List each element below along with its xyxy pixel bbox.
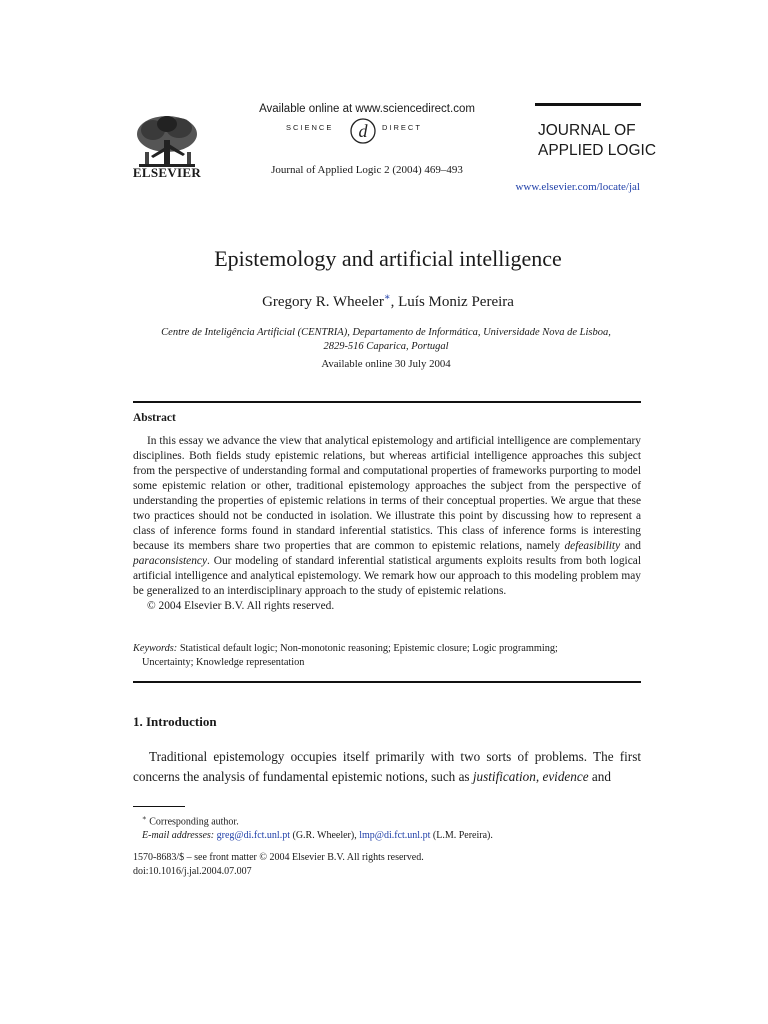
email-link-wheeler[interactable]: greg@di.fct.unl.pt bbox=[216, 830, 290, 842]
author-list bbox=[0, 292, 768, 311]
sciencedirect-logo bbox=[282, 116, 452, 146]
author-separator: , bbox=[390, 294, 399, 310]
footnote-corresponding: Corresponding author. bbox=[149, 816, 239, 828]
abstract-heading: Abstract bbox=[133, 412, 176, 424]
sciencedirect-left-word: SCIENCE bbox=[286, 123, 334, 132]
sciencedirect-d-icon bbox=[348, 116, 378, 146]
abstract-term-defeasibility: defeasibility bbox=[564, 540, 621, 552]
svg-text:d: d bbox=[358, 121, 368, 141]
author-name: Gregory R. Wheeler bbox=[262, 294, 384, 310]
affiliation-line2: 2829-516 Caparica, Portugal bbox=[323, 341, 449, 352]
abstract-text-part2: . Our modeling of standard inferential statistical arguments exploits results from both logical artificial intelligence and analytical epistemology. We remark how our approach to this modeling problem may be generalized to an interdisciplinary approach to the study of epistemic relations. bbox=[133, 555, 641, 597]
journal-header-rule bbox=[535, 103, 641, 106]
front-matter-line: 1570-8683/$ – see front matter © 2004 Elsevier B.V. All rights reserved. bbox=[133, 852, 424, 863]
abstract-body bbox=[133, 434, 641, 614]
front-matter bbox=[133, 851, 641, 879]
journal-url-link[interactable]: www.elsevier.com/locate/jal bbox=[515, 181, 640, 193]
corresponding-author-marker[interactable]: ∗ bbox=[383, 292, 391, 303]
introduction-body bbox=[133, 747, 641, 787]
keywords bbox=[133, 642, 641, 670]
paper-title: Epistemology and artificial intelligence bbox=[214, 246, 562, 271]
affiliation-line1: Centre de Inteligência Artificial (CENTRIA), Departamento de Informática, Universidade Nova de Lisboa, bbox=[161, 327, 611, 338]
intro-text: Traditional epistemology occupies itself primarily with two sorts of problems. The first concerns the analysis of fundamental epistemic notions, such as bbox=[133, 749, 641, 784]
abstract-text-part1: In this essay we advance the view that analytical epistemology and artificial intelligence are complementary disciplines. Both fields study epistemic relations, but whereas artificial intelligence approaches this subject from the perspective of understanding formal and computational properties of frameworks purporting to model some epistemic relation or other, traditional epistemology approaches the subject from the perspective of understanding the properties of epistemic relations in terms of their conceptual properties. We argue that these two practices should not be conducted in isolation. We illustrate this point by discussing how to represent a class of inference forms found in standard inferential statistics. This class of inference forms is interesting because its members share two properties that are common to epistemic relations, namely bbox=[133, 435, 641, 552]
introduction-paragraph bbox=[133, 747, 641, 787]
author-name: Luís Moniz Pereira bbox=[398, 294, 514, 310]
publisher-name: ELSEVIER bbox=[132, 165, 202, 180]
email-owner-wheeler: (G.R. Wheeler), bbox=[289, 830, 360, 842]
journal-citation: Journal of Applied Logic 2 (2004) 469–493 bbox=[271, 164, 463, 176]
available-online-line: Available online at www.sciencedirect.com bbox=[259, 103, 475, 115]
journal-name-line1: JOURNAL OF bbox=[538, 122, 636, 139]
keywords-label: Keywords: bbox=[133, 643, 178, 654]
keywords-line1: Statistical default logic; Non-monotonic reasoning; Epistemic closure; Logic programming; bbox=[179, 643, 558, 654]
journal-name-line2: APPLIED LOGIC bbox=[538, 142, 657, 159]
abstract-term-paraconsistency: paraconsistency bbox=[133, 555, 208, 567]
intro-emphasis: justification, evidence bbox=[472, 769, 589, 784]
available-online-date: Available online 30 July 2004 bbox=[321, 358, 451, 370]
abstract-top-rule bbox=[133, 401, 641, 403]
email-link-pereira[interactable]: lmp@di.fct.unl.pt bbox=[359, 830, 431, 842]
footnote-rule bbox=[133, 806, 185, 807]
section-heading-introduction: 1. Introduction bbox=[133, 714, 217, 729]
abstract-paragraph bbox=[133, 434, 641, 599]
doi-line: doi:10.1016/j.jal.2004.07.007 bbox=[133, 866, 252, 877]
abstract-copyright: © 2004 Elsevier B.V. All rights reserved. bbox=[147, 600, 335, 612]
intro-tail: and bbox=[588, 769, 611, 784]
sciencedirect-right-word: DIRECT bbox=[382, 123, 422, 132]
footnote-marker: ∗ bbox=[142, 814, 147, 822]
email-owner-pereira: (L.M. Pereira). bbox=[430, 830, 493, 842]
abstract-and: and bbox=[620, 540, 641, 552]
abstract-bottom-rule bbox=[133, 681, 641, 683]
footnote bbox=[133, 811, 641, 843]
keywords-line2: Uncertainty; Knowledge representation bbox=[142, 657, 305, 668]
email-label: E-mail addresses: bbox=[142, 830, 215, 842]
journal-name bbox=[538, 121, 656, 161]
affiliation bbox=[130, 326, 642, 354]
